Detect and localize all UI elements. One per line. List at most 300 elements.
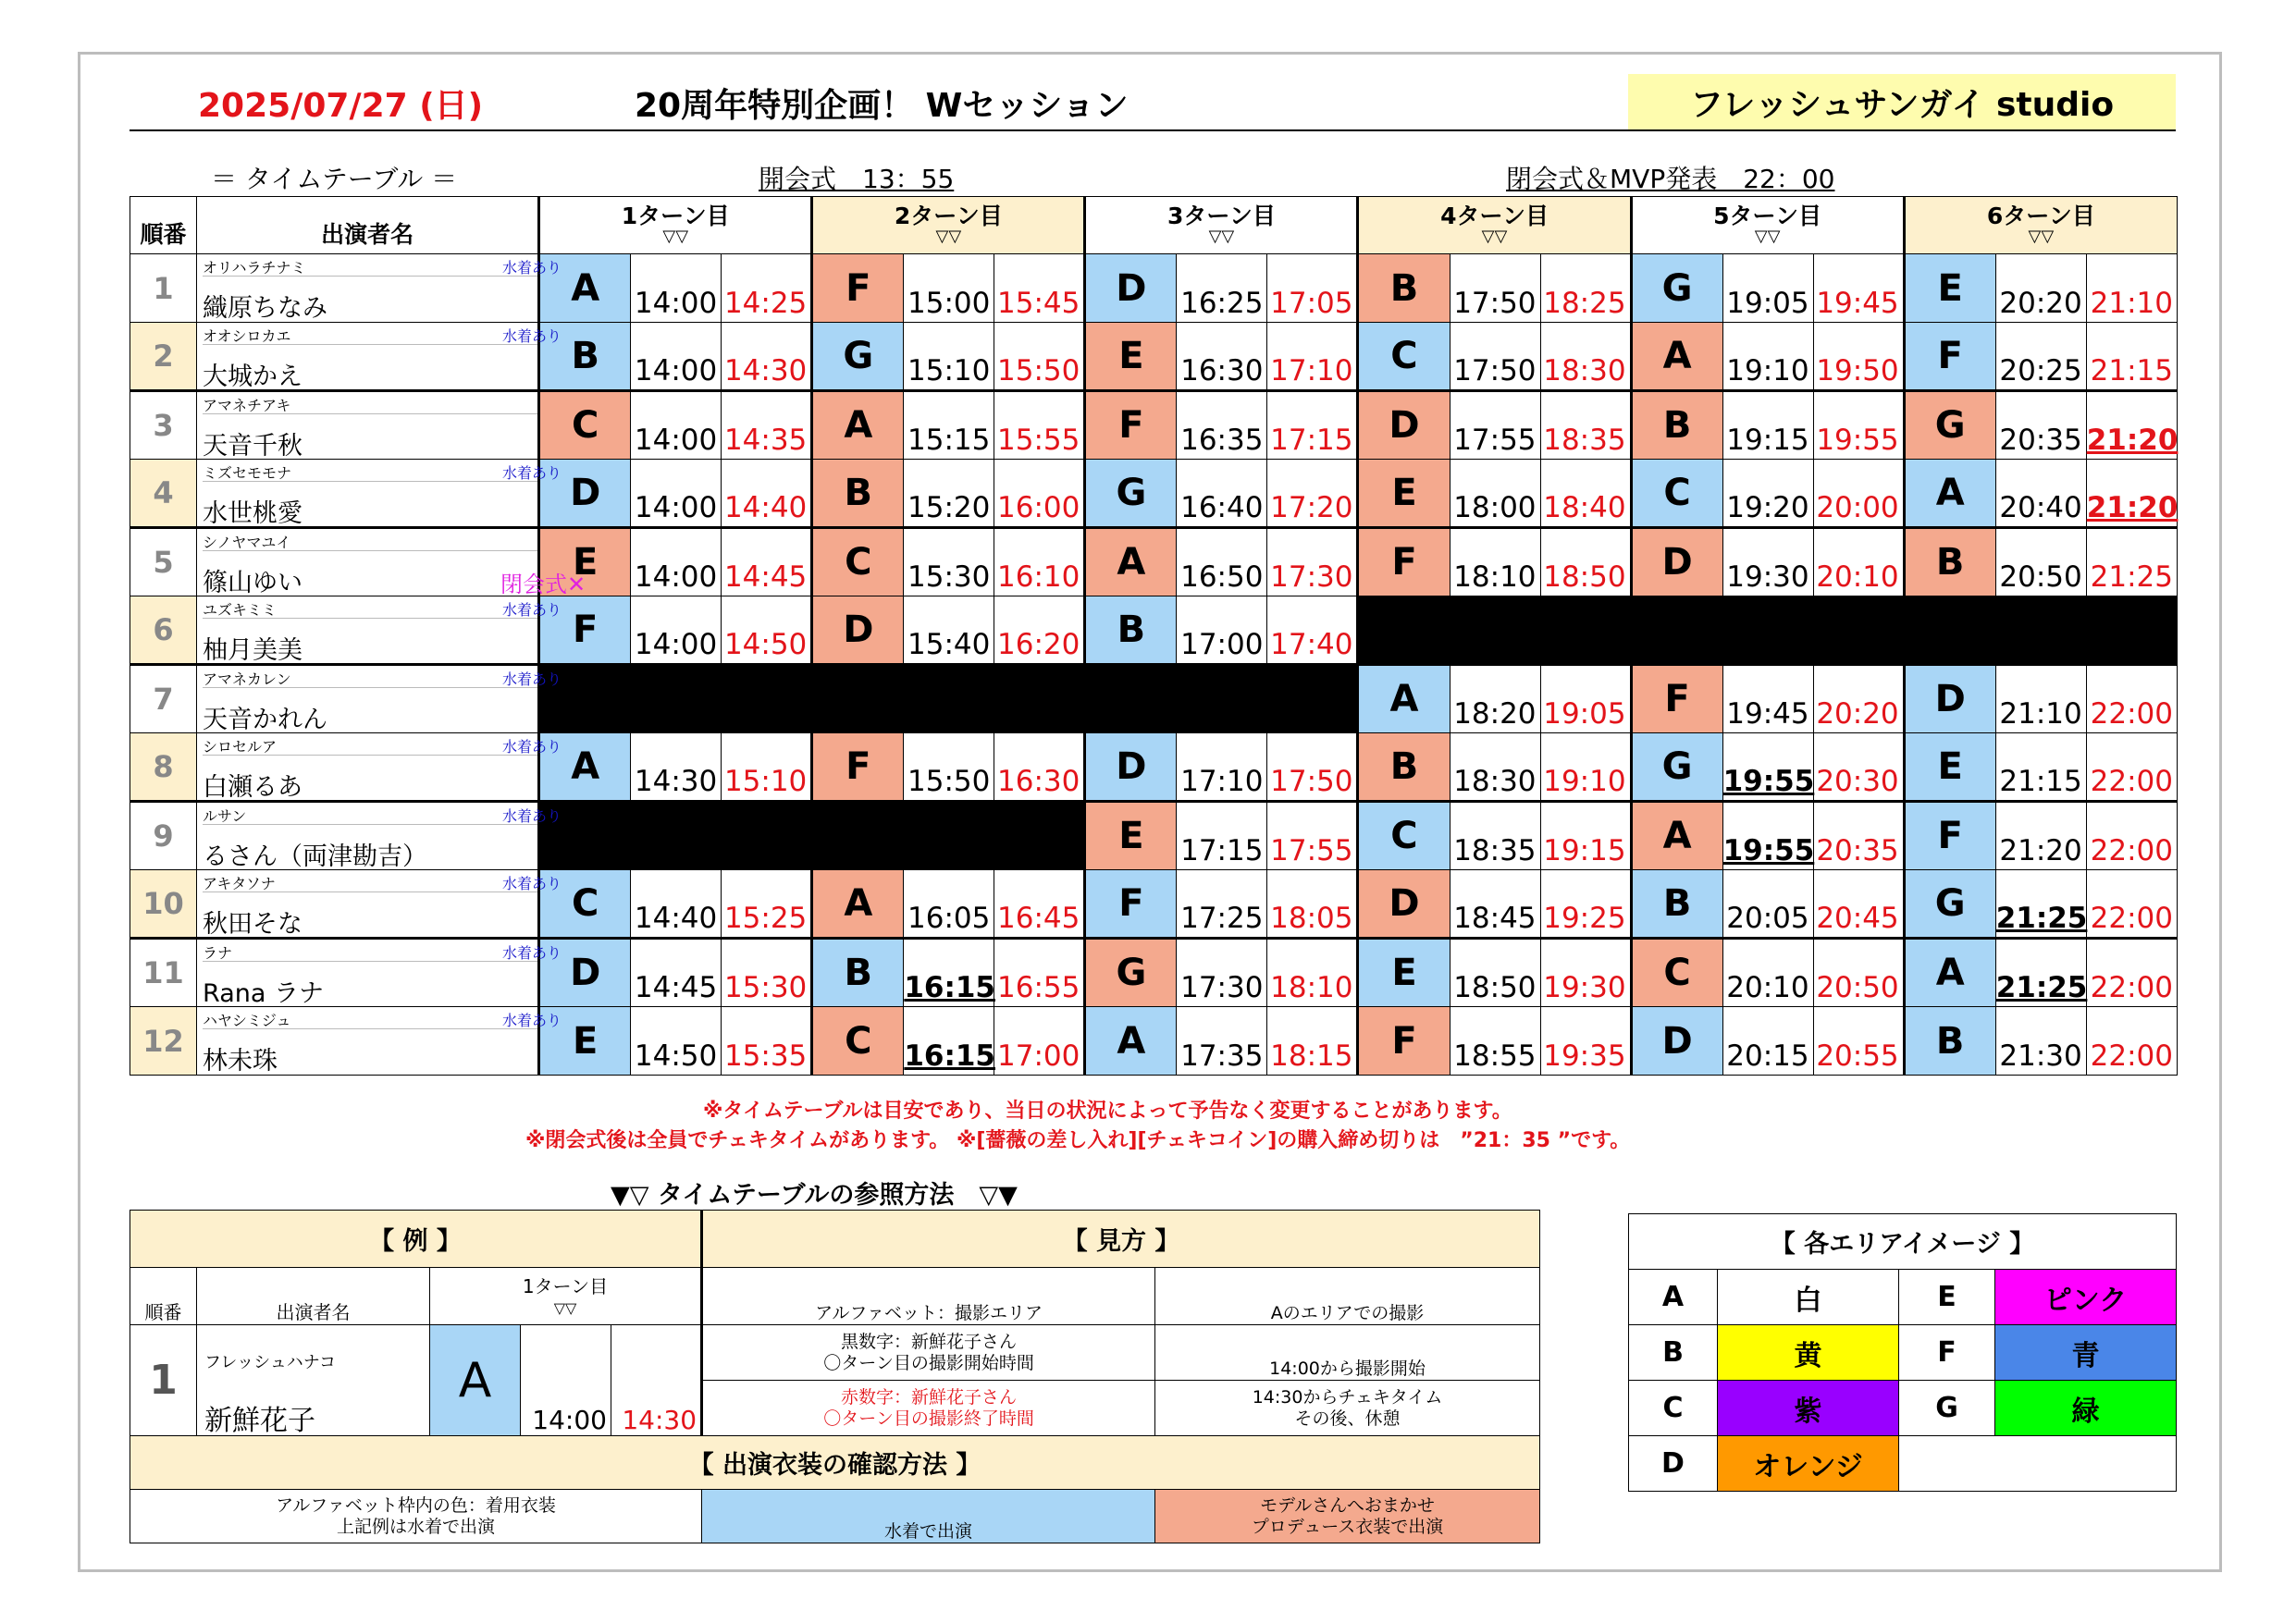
start-time: 14:40 [631,870,722,939]
area-table [1628,1213,2177,1492]
area-letter: F [1631,665,1722,733]
start-time: 21:25 [1995,870,2086,939]
start-time: 21:20 [1995,802,2086,870]
col-turn-2: 2ターン目 ▽▽ [812,197,1085,254]
end-time: 18:30 [1540,323,1631,391]
end-time: 22:00 [2086,733,2177,802]
end-time: 17:30 [1267,528,1358,596]
end-time: 22:00 [2086,870,2177,939]
end-time: 17:20 [1267,460,1358,528]
area-letter: A [1631,323,1722,391]
performer-cell [197,733,562,802]
end-time: 18:15 [1267,1007,1358,1076]
area-letter: D [539,939,631,1007]
start-time: 18:30 [1450,733,1540,802]
area-letter: E [1358,939,1450,1007]
area-letter: D [1085,254,1177,323]
performer-name: 白瀬るあ [203,773,303,802]
performer-kana: ハヤシミジュ [203,1009,537,1029]
note-timetable: ※タイムテーブルは目安であり、当日の状況によって予告なく変更することがあります。 [703,1100,1512,1123]
table-row [130,460,2178,528]
area-letter: A [812,870,904,939]
start-time: 15:30 [904,528,994,596]
example-header: 【 例 】 [130,1211,702,1268]
area-color: 白 [1718,1270,1899,1325]
row-number: 4 [130,460,197,528]
area-letter: D [1085,733,1177,802]
performer-cell [197,323,562,391]
start-time: 17:35 [1177,1007,1267,1076]
end-time: 17:50 [1267,733,1358,802]
area-letter: D [1904,665,1995,733]
performer-cell [197,460,562,528]
table-row [130,391,2178,460]
table-row [130,733,2178,802]
area-letter: B [1904,1007,1995,1076]
area-letter: A [1358,665,1450,733]
start-time: 19:05 [1722,254,1813,323]
area-letter: C [1631,939,1722,1007]
start-time: 21:15 [1995,733,2086,802]
end-time: 20:00 [1813,460,1904,528]
area-color: ピンク [1995,1270,2177,1325]
row-number: 6 [130,596,197,665]
end-time: 20:55 [1813,1007,1904,1076]
start-time: 15:15 [904,391,994,460]
performer-name: 柚月美美 [203,636,303,665]
start-time: 19:55 [1722,802,1813,870]
start-time: 20:50 [1995,528,2086,596]
area-letter: A [1904,460,1995,528]
start-time: 14:45 [631,939,722,1007]
start-time: 20:15 [1722,1007,1813,1076]
area-key: G [1899,1381,1995,1436]
table-row [130,528,2178,596]
col-turn-5: 5ターン目 ▽▽ [1631,197,1904,254]
start-time: 17:50 [1450,323,1540,391]
area-letter: E [1085,323,1177,391]
area-row [1629,1381,2177,1436]
end-time: 19:55 [1813,391,1904,460]
start-time: 16:30 [1177,323,1267,391]
performer-name: Rana ラナ [203,979,324,1008]
start-time: 15:40 [904,596,994,665]
performer-name: 林未珠 [203,1047,278,1076]
start-time: 17:10 [1177,733,1267,802]
area-letter: F [1904,802,1995,870]
area-letter: E [1904,733,1995,802]
swimsuit-badge: 水着あり [502,601,562,619]
start-time: 15:50 [904,733,994,802]
black-desc: 14:00から撮影開始 [1155,1325,1540,1381]
end-time: 19:45 [1813,254,1904,323]
row-number: 10 [130,870,197,939]
end-time: 15:10 [722,733,812,802]
swimsuit-badge: 水着あり [502,875,562,892]
start-time: 16:15 [904,1007,994,1076]
start-time: 17:15 [1177,802,1267,870]
area-letter: A [539,733,631,802]
start-time: 15:00 [904,254,994,323]
example-col-turn: 1ターン目 ▽▽ [430,1268,702,1325]
area-letter: B [1631,870,1722,939]
col-num: 順番 [130,197,197,254]
start-time: 16:25 [1177,254,1267,323]
end-time: 14:45 [722,528,812,596]
start-time: 20:35 [1995,391,2086,460]
row-number: 9 [130,802,197,870]
area-letter: B [539,323,631,391]
area-letter: F [1358,528,1450,596]
example-kana: フレッシュハナコ [204,1353,337,1372]
area-letter: D [1631,1007,1722,1076]
area-letter: C [1358,323,1450,391]
end-time: 19:15 [1540,802,1631,870]
timetable [130,196,2178,1076]
area-row [1629,1436,2177,1492]
start-time: 18:20 [1450,665,1540,733]
area-letter: F [1358,1007,1450,1076]
start-time: 21:25 [1995,939,2086,1007]
end-time: 17:05 [1267,254,1358,323]
studio-name: フレッシュサンガイ studio [1628,74,2176,129]
end-time: 17:10 [1267,323,1358,391]
end-time: 20:20 [1813,665,1904,733]
end-time: 15:45 [994,254,1085,323]
start-time: 19:45 [1722,665,1813,733]
area-key: E [1899,1270,1995,1325]
end-time: 18:10 [1267,939,1358,1007]
example-num: 1 [130,1325,197,1436]
table-row [130,323,2178,391]
area-letter: F [812,254,904,323]
area-key: A [1629,1270,1718,1325]
area-letter: A [1085,528,1177,596]
end-time: 14:40 [722,460,812,528]
start-time: 17:30 [1177,939,1267,1007]
area-letter: B [1085,596,1177,665]
start-time: 18:35 [1450,802,1540,870]
performer-kana: アマネチアキ [203,394,537,414]
performer-name: 天音千秋 [203,432,303,461]
example-name-cell [197,1325,430,1436]
start-time: 18:45 [1450,870,1540,939]
start-time: 14:00 [631,596,722,665]
start-time: 17:50 [1450,254,1540,323]
area-letter: D [1358,870,1450,939]
area-row [1629,1270,2177,1325]
area-letter: F [1085,391,1177,460]
end-time: 18:40 [1540,460,1631,528]
end-time: 20:10 [1813,528,1904,596]
howto-title: ▼▽ タイムテーブルの参照方法 ▽▼ [611,1181,1018,1210]
start-time: 16:35 [1177,391,1267,460]
start-time: 15:10 [904,323,994,391]
start-time: 18:50 [1450,939,1540,1007]
area-title: 【 各エリアイメージ 】 [1629,1214,2177,1270]
end-time: 20:30 [1813,733,1904,802]
end-time: 20:35 [1813,802,1904,870]
performer-kana: アマネカレン [203,668,537,688]
performer-cell [197,939,562,1008]
example-col-name: 出演者名 [197,1268,430,1325]
start-time: 14:50 [631,1007,722,1076]
area-letter: D [539,460,631,528]
end-time: 22:00 [2086,939,2177,1007]
performer-kana: ミズセモモナ [203,461,537,482]
end-time: 16:55 [994,939,1085,1007]
unavailable-block [1358,596,2178,665]
start-time: 21:10 [1995,665,2086,733]
performer-cell [197,870,562,939]
area-letter: F [539,596,631,665]
area-letter: G [1085,939,1177,1007]
area-letter: B [1358,254,1450,323]
area-letter: G [1631,254,1722,323]
area-color: オレンジ [1718,1436,1899,1492]
start-time: 19:15 [1722,391,1813,460]
end-time: 14:25 [722,254,812,323]
swimsuit-badge: 水着あり [502,464,562,482]
performer-name: 水世桃愛 [203,499,303,528]
end-time: 16:20 [994,596,1085,665]
end-time: 14:35 [722,391,812,460]
start-time: 20:05 [1722,870,1813,939]
area-letter: G [1904,391,1995,460]
end-time: 22:00 [2086,665,2177,733]
end-time: 19:05 [1540,665,1631,733]
area-key: D [1629,1436,1718,1492]
area-color: 青 [1995,1325,2177,1381]
start-time: 19:55 [1722,733,1813,802]
area-color: 緑 [1995,1381,2177,1436]
swimsuit-badge: 水着あり [502,807,562,825]
end-time: 19:25 [1540,870,1631,939]
performer-name: 秋田そな [203,910,303,939]
end-time: 21:10 [2086,254,2177,323]
end-time: 14:50 [722,596,812,665]
performer-kana: ユズキミミ [203,598,537,619]
area-letter: B [1904,528,1995,596]
start-time: 16:05 [904,870,994,939]
area-letter: E [1904,254,1995,323]
end-time: 19:30 [1540,939,1631,1007]
performer-kana: ルサン [203,805,537,825]
start-time: 20:25 [1995,323,2086,391]
area-letter: E [539,528,631,596]
area-letter: E [1085,802,1177,870]
area-letter: F [812,733,904,802]
area-letter: D [1358,391,1450,460]
area-letter: D [1631,528,1722,596]
area-letter: B [1358,733,1450,802]
costume-swimsuit: 水着で出演 [702,1490,1155,1543]
area-letter: A [1631,802,1722,870]
start-time: 20:10 [1722,939,1813,1007]
start-time: 16:15 [904,939,994,1007]
area-letter: B [1631,391,1722,460]
area-letter: F [1085,870,1177,939]
performer-cell [197,528,586,597]
end-time: 15:30 [722,939,812,1007]
col-turn-4: 4ターン目 ▽▽ [1358,197,1631,254]
performer-kana: オリハラチナミ [203,256,537,277]
area-color: 紫 [1718,1381,1899,1436]
start-time: 14:00 [631,391,722,460]
start-time: 18:00 [1450,460,1540,528]
performer-cell [197,391,539,460]
alpha-label: アルファベット：撮影エリア [702,1268,1155,1325]
end-time: 20:50 [1813,939,1904,1007]
area-letter: C [1631,460,1722,528]
swimsuit-badge: 水着あり [502,327,562,345]
end-time: 18:25 [1540,254,1631,323]
performer-cell [197,254,562,323]
end-time: 18:50 [1540,528,1631,596]
start-time: 14:00 [631,460,722,528]
end-time: 22:00 [2086,1007,2177,1076]
example-name: 新鮮花子 [204,1405,315,1437]
note-cheki: ※閉会式後は全員でチェキタイムがあります。 ※[薔薇の差し入れ][チェキコイン]の購入締め切りは ”21：35 ”です。 [525,1129,1631,1152]
area-letter: C [1358,802,1450,870]
area-letter: C [812,528,904,596]
row-number: 2 [130,323,197,391]
end-time: 21:25 [2086,528,2177,596]
end-time: 17:55 [1267,802,1358,870]
area-row [1629,1325,2177,1381]
example-col-num: 順番 [130,1268,197,1325]
swimsuit-badge: 水着あり [502,944,562,962]
example-start: 14:00 [521,1325,611,1436]
performer-kana: アキタソナ [203,872,537,892]
area-color: 黄 [1718,1325,1899,1381]
start-time: 14:00 [631,323,722,391]
end-time: 17:00 [994,1007,1085,1076]
black-label: 黒数字：新鮮花子さん 〇ターン目の撮影開始時間 [702,1325,1155,1381]
area-letter: C [539,870,631,939]
example-letter: A [430,1325,521,1436]
row-number: 11 [130,939,197,1007]
performer-name: 篠山ゆい [203,569,303,597]
end-time: 16:00 [994,460,1085,528]
area-empty [1899,1436,2177,1492]
performer-kana: シロセルア [203,735,537,756]
closing-time: 閉会式＆MVP発表 22：00 [1506,164,1835,194]
start-time: 17:25 [1177,870,1267,939]
area-letter: A [812,391,904,460]
end-time: 16:30 [994,733,1085,802]
end-time: 15:55 [994,391,1085,460]
area-letter: A [539,254,631,323]
start-time: 14:00 [631,528,722,596]
start-time: 19:20 [1722,460,1813,528]
col-name: 出演者名 [197,197,539,254]
unavailable-block [539,665,1358,733]
start-time: 19:30 [1722,528,1813,596]
performer-kana: オオシロカエ [203,325,537,345]
example-table [130,1210,1540,1543]
performer-name: 織原ちなみ [203,294,328,323]
performer-name: るさん（両津勘吉） [203,842,428,871]
area-letter: B [812,460,904,528]
end-time: 16:45 [994,870,1085,939]
timetable-label: ＝ タイムテーブル ＝ [211,164,458,194]
table-row [130,254,2178,323]
start-time: 15:20 [904,460,994,528]
end-time: 16:10 [994,528,1085,596]
table-row [130,802,2178,870]
area-letter: E [1358,460,1450,528]
start-time: 16:50 [1177,528,1267,596]
performer-name: 天音かれん [203,706,328,734]
area-letter: E [539,1007,631,1076]
event-date: 2025/07/27 (日) [198,87,484,125]
header-divider [130,129,2176,131]
red-label: 赤数字：新鮮花子さん 〇ターン目の撮影終了時間 [702,1381,1155,1436]
performer-name: 大城かえ [203,363,303,391]
end-time: 15:35 [722,1007,812,1076]
col-turn-6: 6ターン目 ▽▽ [1904,197,2177,254]
end-time: 15:25 [722,870,812,939]
area-letter: A [1085,1007,1177,1076]
swimsuit-badge: 水着あり [502,259,562,277]
costume-desc: アルファベット枠内の色：着用衣装 上記例は水着で出演 [130,1490,702,1543]
row-number: 7 [130,665,197,733]
performer-cell [197,665,562,734]
row-number: 5 [130,528,197,596]
row-number: 12 [130,1007,197,1076]
row-number: 8 [130,733,197,802]
table-row [130,1007,2178,1076]
area-letter: D [812,596,904,665]
unavailable-block [539,802,1085,870]
end-time: 18:35 [1540,391,1631,460]
area-letter: G [1631,733,1722,802]
example-end: 14:30 [611,1325,702,1436]
end-time: 15:50 [994,323,1085,391]
swimsuit-badge: 水着あり [502,670,562,688]
start-time: 14:00 [631,254,722,323]
area-letter: C [812,1007,904,1076]
start-time: 18:10 [1450,528,1540,596]
alpha-desc: Aのエリアでの撮影 [1155,1268,1540,1325]
performer-kana: シノヤマユイ [203,531,537,551]
performer-cell [197,596,562,665]
table-row [130,665,2178,733]
end-time: 19:10 [1540,733,1631,802]
swimsuit-badge: 水着あり [502,1012,562,1029]
opening-time: 開会式 13：55 [759,164,955,194]
area-key: C [1629,1381,1718,1436]
table-row [130,870,2178,939]
costume-title: 【 出演衣装の確認方法 】 [130,1436,1540,1490]
performer-cell [197,1007,562,1076]
swimsuit-badge: 水着あり [502,738,562,756]
start-time: 20:20 [1995,254,2086,323]
start-time: 20:40 [1995,460,2086,528]
end-time: 21:15 [2086,323,2177,391]
row-number: 3 [130,391,197,460]
area-letter: C [539,391,631,460]
table-row [130,939,2178,1007]
start-time: 17:00 [1177,596,1267,665]
end-time: 19:50 [1813,323,1904,391]
end-time: 20:45 [1813,870,1904,939]
start-time: 14:30 [631,733,722,802]
start-time: 21:30 [1995,1007,2086,1076]
end-time: 18:05 [1267,870,1358,939]
col-turn-3: 3ターン目 ▽▽ [1085,197,1358,254]
